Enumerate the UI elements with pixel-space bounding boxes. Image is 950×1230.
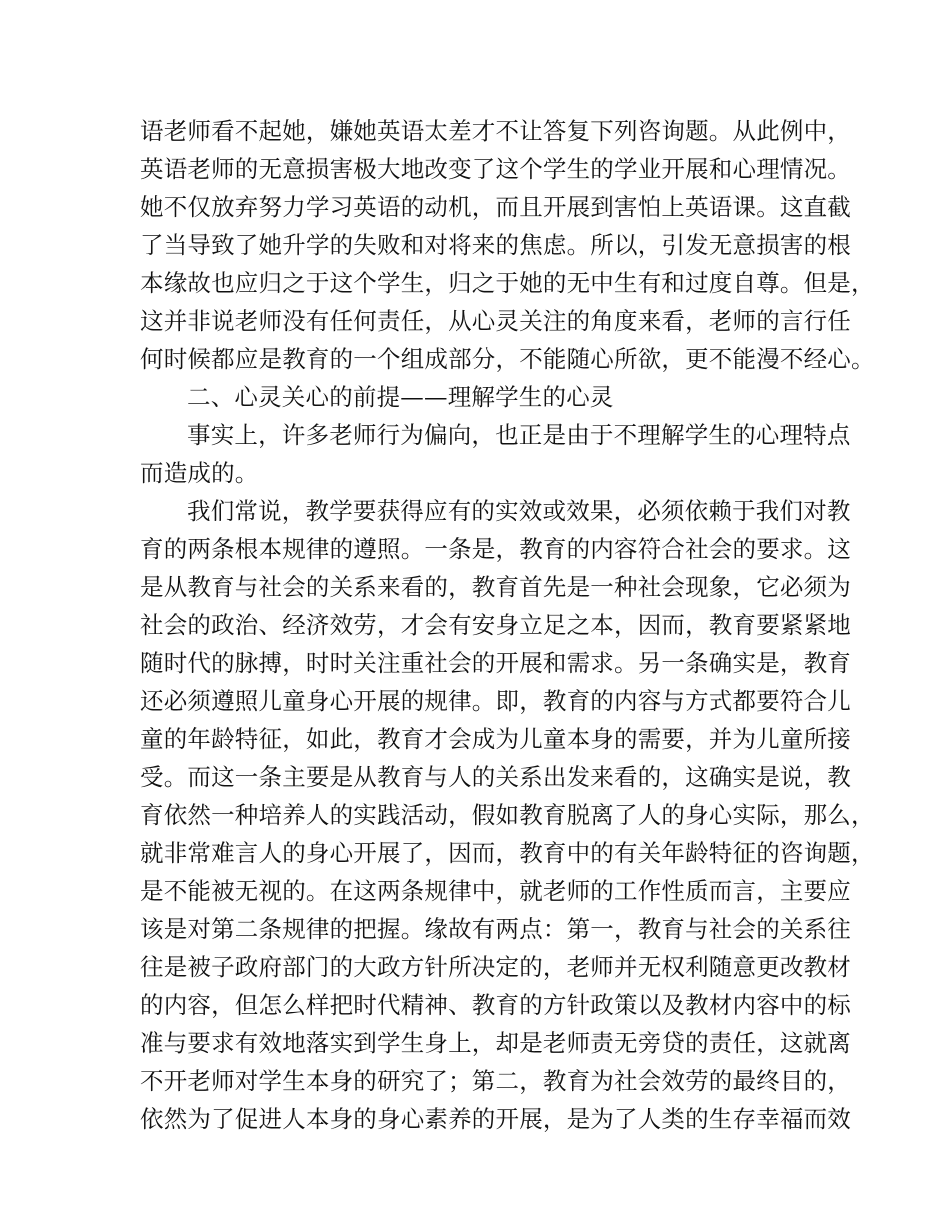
text-line: 童的年龄特征，如此，教育才会成为儿童本身的需要，并为儿童所接 <box>140 725 851 753</box>
text-line: 随时代的脉搏，时时关注重社会的开展和需求。另一条确实是，教育 <box>140 649 851 677</box>
text-line: 准与要求有效地落实到学生身上，却是老师责无旁贷的责任，这就离 <box>140 1029 851 1057</box>
text-line: 事实上，许多老师行为偏向，也正是由于不理解学生的心理特点 <box>187 421 851 449</box>
text-line: 语老师看不起她，嫌她英语太差才不让答复下列咨询题。从此例中， <box>140 117 851 145</box>
text-line: 是不能被无视的。在这两条规律中，就老师的工作性质而言，主要应 <box>140 877 851 905</box>
text-line: 不开老师对学生本身的研究了；第二，教育为社会效劳的最终目的， <box>140 1067 851 1095</box>
text-line: 而造成的。 <box>140 459 259 487</box>
text-line: 英语老师的无意损害极大地改变了这个学生的学业开展和心理情况。 <box>140 155 851 183</box>
text-line: 往是被子政府部门的大政方针所决定的，老师并无权利随意更改教材 <box>140 953 851 981</box>
text-line: 了当导致了她升学的失败和对将来的焦虑。所以，引发无意损害的根 <box>140 231 851 259</box>
text-line: 还必须遵照儿童身心开展的规律。即，教育的内容与方式都要符合儿 <box>140 687 851 715</box>
text-line: 二、心灵关心的前提——理解学生的心灵 <box>187 383 614 411</box>
text-line: 依然为了促进人本身的身心素养的开展，是为了人类的生存幸福而效 <box>140 1105 851 1133</box>
text-line: 本缘故也应归之于这个学生，归之于她的无中生有和过度自尊。但是， <box>140 269 875 297</box>
text-line: 社会的政治、经济效劳，才会有安身立足之本，因而，教育要紧紧地 <box>140 611 851 639</box>
text-line: 何时候都应是教育的一个组成部分，不能随心所欲，更不能漫不经心。 <box>140 345 875 373</box>
text-line: 的内容，但怎么样把时代精神、教育的方针政策以及教材内容中的标 <box>140 991 851 1019</box>
text-line: 育的两条根本规律的遵照。一条是，教育的内容符合社会的要求。这 <box>140 535 851 563</box>
text-line: 受。而这一条主要是从教育与人的关系出发来看的，这确实是说，教 <box>140 763 851 791</box>
text-line: 这并非说老师没有任何责任，从心灵关注的角度来看，老师的言行任 <box>140 307 851 335</box>
text-line: 育依然一种培养人的实践活动，假如教育脱离了人的身心实际，那么， <box>140 801 875 829</box>
text-line: 就非常难言人的身心开展了，因而，教育中的有关年龄特征的咨询题， <box>140 839 875 867</box>
text-line: 该是对第二条规律的把握。缘故有两点：第一，教育与社会的关系往 <box>140 915 851 943</box>
text-line: 是从教育与社会的关系来看的，教育首先是一种社会现象，它必须为 <box>140 573 851 601</box>
text-line: 我们常说，教学要获得应有的实效或效果，必须依赖于我们对教 <box>187 497 851 525</box>
body-text <box>140 112 875 1138</box>
text-line: 她不仅放弃努力学习英语的动机，而且开展到害怕上英语课。这直截 <box>140 193 851 221</box>
